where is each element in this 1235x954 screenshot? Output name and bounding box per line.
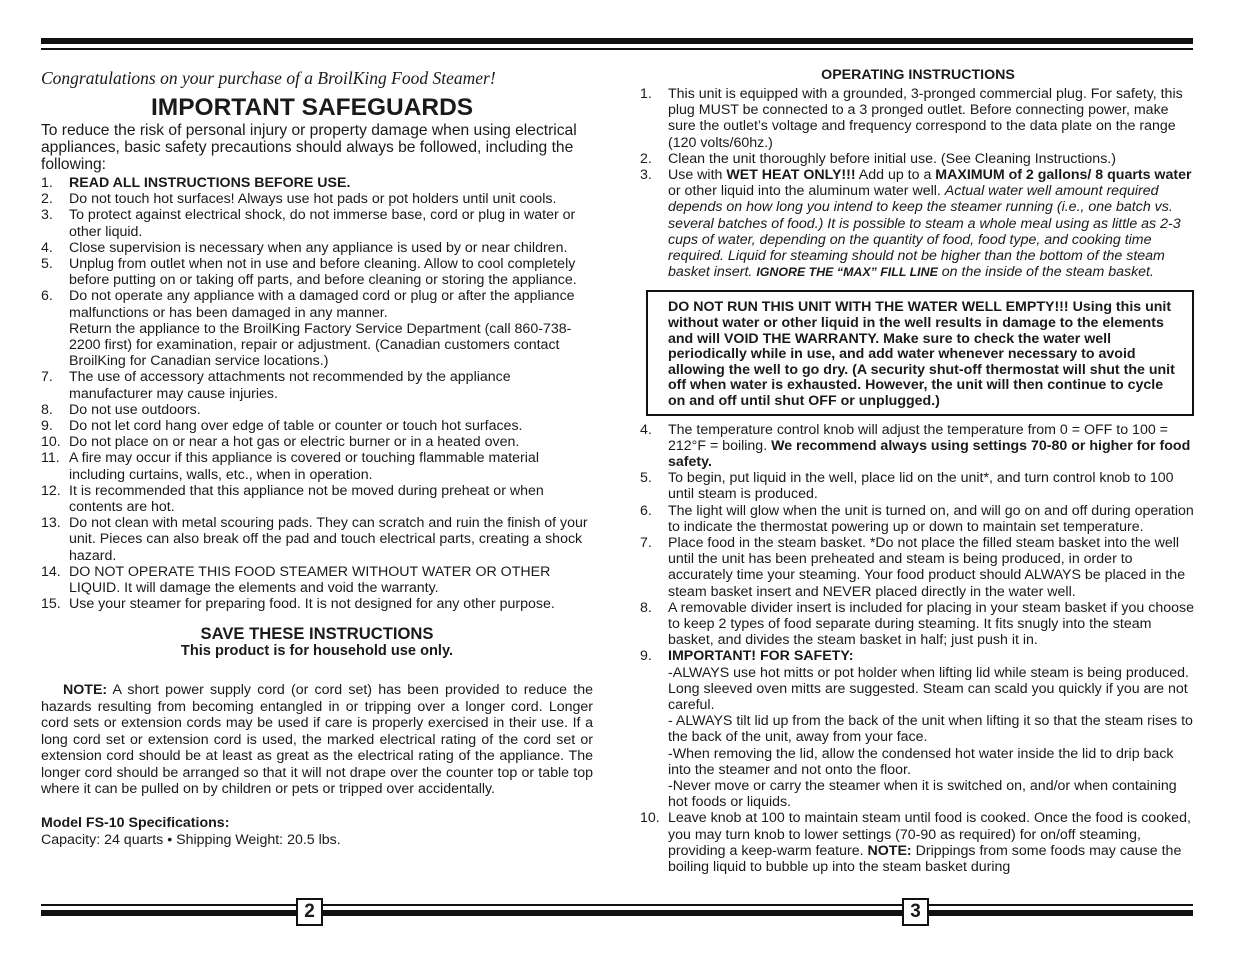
safety-line-3: -When removing the lid, allow the condensed hot water inside the lid to drip back into the steamer and not onto the floor. [668,745,1174,778]
safeguard-item-10: 10. Do not place on or near a hot gas or electric burner or in a heated oven. [41,434,520,451]
spec-weight: Shipping Weight: 20.5 lbs. [176,831,341,848]
safeguard-item-11: 11. A fire may occur if this appliance is covered or touching flammable material including curtains, walls, etc., when in operation. [41,450,539,483]
safety-line-2: - ALWAYS tilt lid up from the back of the unit when lifting it so that the steam rises to the back of the unit, away from your face. [668,713,1193,746]
operating-list-b [640,422,1196,876]
spec-capacity: Capacity: 24 quarts [41,831,164,848]
save-instructions-heading: SAVE THESE INSTRUCTIONS [200,624,434,644]
op-item-4: 4. The temperature control knob will adjust the temperature from 0 = OFF to 100 = 212°F = boiling. We recommend always using settings 70-80 or higher for food safety. [640,421,1191,470]
household-use-note: This product is for household use only. [180,643,454,660]
op-item-6: 6. The light will glow when the unit is turned on, and will go on and off during operation to indicate the thermostat powering up or down to maintain set temperature. [640,502,1194,535]
note-label: NOTE: [63,682,108,699]
safeguard-item-3: 3. To protect against electrical shock, do not immerse base, cord or plug in water or other liquid. [41,207,576,240]
safety-line-4: -Never move or carry the steamer when it is switched on, and/or when containing hot foods or liquids. [668,778,1177,811]
safeguard-item-15: 15. Use your steamer for preparing food. It is not designed for any other purpose. [41,596,555,613]
bullet-icon: • [167,831,173,848]
top-rule-thin [41,48,1193,50]
warning-box: DO NOT RUN THIS UNIT WITH THE WATER WELL EMPTY!!! Using this unit without water or other liquid in the well results in damage to the elements and will VOID THE WARRANTY. Make sure to check the water well periodically while in use, and add water whenever necessary to avoid allowing the well to go dry. (A security shut-off thermostat will shut the unit off when water is exhausted. However, the unit will then continue to cycle on and off until shut OFF or unplugged.) [646,290,1194,415]
intro-paragraph: To reduce the risk of personal injury or property damage when using electrical appliances, basic safety precautions should always be followed, including the following: [41,122,577,173]
right-page [640,66,1196,875]
left-page [41,66,593,848]
op-item-3: 3. Use with WET HEAT ONLY!!! Add up to a MAXIMUM of 2 gallons/ 8 quarts water or other liquid into the aluminum water well. Actual water well amount required depends on how long you intend to keep the steamer running (i.e., one batch vs. several batches of food.) It is possible to steam a whole meal using as little as 2-3 cups of water, depending on the quantity of food, food type, and cooking time required. Liquid for steaming should not be higher than the bottom of the steam basket insert. IGNORE THE “MAX” FILL LINE on the inside of the steam basket. [640,167,1192,281]
safeguard-item-2: 2. Do not touch hot surfaces! Always use hot pads or pot holders until unit cools. [41,191,557,208]
safeguard-item-9: 9. Do not let cord hang over edge of table or counter or touch hot surfaces. [41,418,523,435]
op-item-8: 8. A removable divider insert is included for placing in your steam basket if you choose to keep 2 types of food separate during steaming. It fits snugly into the steam basket, and divides the steam basket in half; just push it in. [640,599,1194,649]
bottom-rule-thin [41,904,1193,906]
safeguard-item-5: 5. Unplug from outlet when not in use and before cleaning. Allow to cool completely before putting on or taking off parts, and before cleaning or storing the appliance. [41,256,577,289]
spec-line [41,832,593,848]
safeguard-item-8: 8. Do not use outdoors. [41,401,201,418]
operating-heading: OPERATING INSTRUCTIONS [821,67,1015,83]
op-item-2: 2. Clean the unit thoroughly before initial use. (See Cleaning Instructions.) [640,150,1116,167]
safeguard-item-13: 13. Do not clean with metal scouring pads. They can scratch and ruin the finish of your unit. Pieces can also break off the pad and touch electrical parts, creating a shock hazard. [41,515,588,564]
op-item-10: 10. Leave knob at 100 to maintain steam until food is cooked. Once the food is cooked, you may turn knob to lower settings (70-90 as required) for on/off steaming, providing a keep-warm feature. NOTE: Drippings from some foods may cause the boiling liquid to bubble up into the steam basket during [640,810,1191,876]
op-item-5: 5. To begin, put liquid in the well, place lid on the unit*, and turn control knob to 100 until steam is produced. [640,470,1174,503]
safety-line-1: -ALWAYS use hot mitts or pot holder when lifting lid while steam is being produced. Long sleeved oven mitts are suggested. Steam can scald you quickly if you are not careful. [668,664,1189,714]
congrats-line: Congratulations on your purchase of a BroilKing Food Steamer! [41,68,496,88]
safeguard-item-14: 14. DO NOT OPERATE THIS FOOD STEAMER WITHOUT WATER OR OTHER LIQUID. It will damage the elements and void the warranty. [41,563,551,597]
spec-heading: Model FS-10 Specifications: [41,815,230,832]
safeguard-item-7: 7. The use of accessory attachments not recommended by the appliance manufacturer may cause injuries. [41,369,511,402]
op-item-9: 9. IMPORTANT! FOR SAFETY: -ALWAYS use hot mitts or pot holder when lifting lid while steam is being produced. Long sleeved oven mitts are suggested. Steam can scald you quickly if you are not careful. - ALWAYS tilt lid up from the back of the unit when lifting it so that the steam rises to the back of the unit, away from your face. -When removing the lid, allow the condensed hot water inside the lid to drip back into the steamer and not onto the floor. -Never move or carry the steamer when it is switched on, and/or when containing hot foods or liquids. [640,648,1196,810]
cord-note [41,682,593,797]
bottom-rule-thick [41,910,1193,916]
safeguard-item-12: 12. It is recommended that this appliance not be moved during preheat or when contents are hot. [41,482,544,516]
safeguards-list [41,175,593,612]
op-item-1: 1. This unit is equipped with a grounded, 3-pronged commercial plug. For safety, this plug MUST be connected to a 3 pronged outlet. Before connecting power, make sure the outlet’s voltage and frequency correspond to the data plate on the range (120 volts/60hz.) [640,86,1183,151]
operating-list-a [640,86,1196,280]
op-item-7: 7. Place food in the steam basket. *Do not place the filled steam basket into the well until the unit has been preheated and steam is being produced, in order to accurately time your steaming. Your food product should ALWAYS be placed in the steam basket insert and NEVER placed directly in the water well. [640,535,1186,600]
page-number-left: 2 [296,898,323,926]
safeguard-item-1: 1. READ ALL INSTRUCTIONS BEFORE USE. [41,175,351,191]
page-number-right: 3 [902,898,929,926]
top-rule-thick [41,38,1193,44]
page-title: IMPORTANT SAFEGUARDS [151,94,474,121]
note-text: A short power supply cord (or cord set) has been provided to reduce the hazards resulting from becoming entangled in or tripping over a longer cord. Longer cord sets or extension cords may be used if care is properly exercised in their use. If a long cord set or extension cord is used, the marked electrical rating of the cord set or extension cord should be at least as great as the electrical rating of the appliance. The longer cord should be arranged so that it will not drape over the counter top or table top where it can be pulled on by children or pets or tripped over accidentally. [41,682,593,797]
safeguard-item-4: 4. Close supervision is necessary when any appliance is used by or near children. [41,239,568,256]
safeguard-item-6: 6. Do not operate any appliance with a damaged cord or plug or after the appliance malfunctions or has been damaged in any manner. Return the appliance to the BroilKing Factory Service Department (call 860-738-2200 first) for examination, repair or adjustment. (Canadian customers contact BroilKing for Canadian service locations.) [41,288,575,370]
